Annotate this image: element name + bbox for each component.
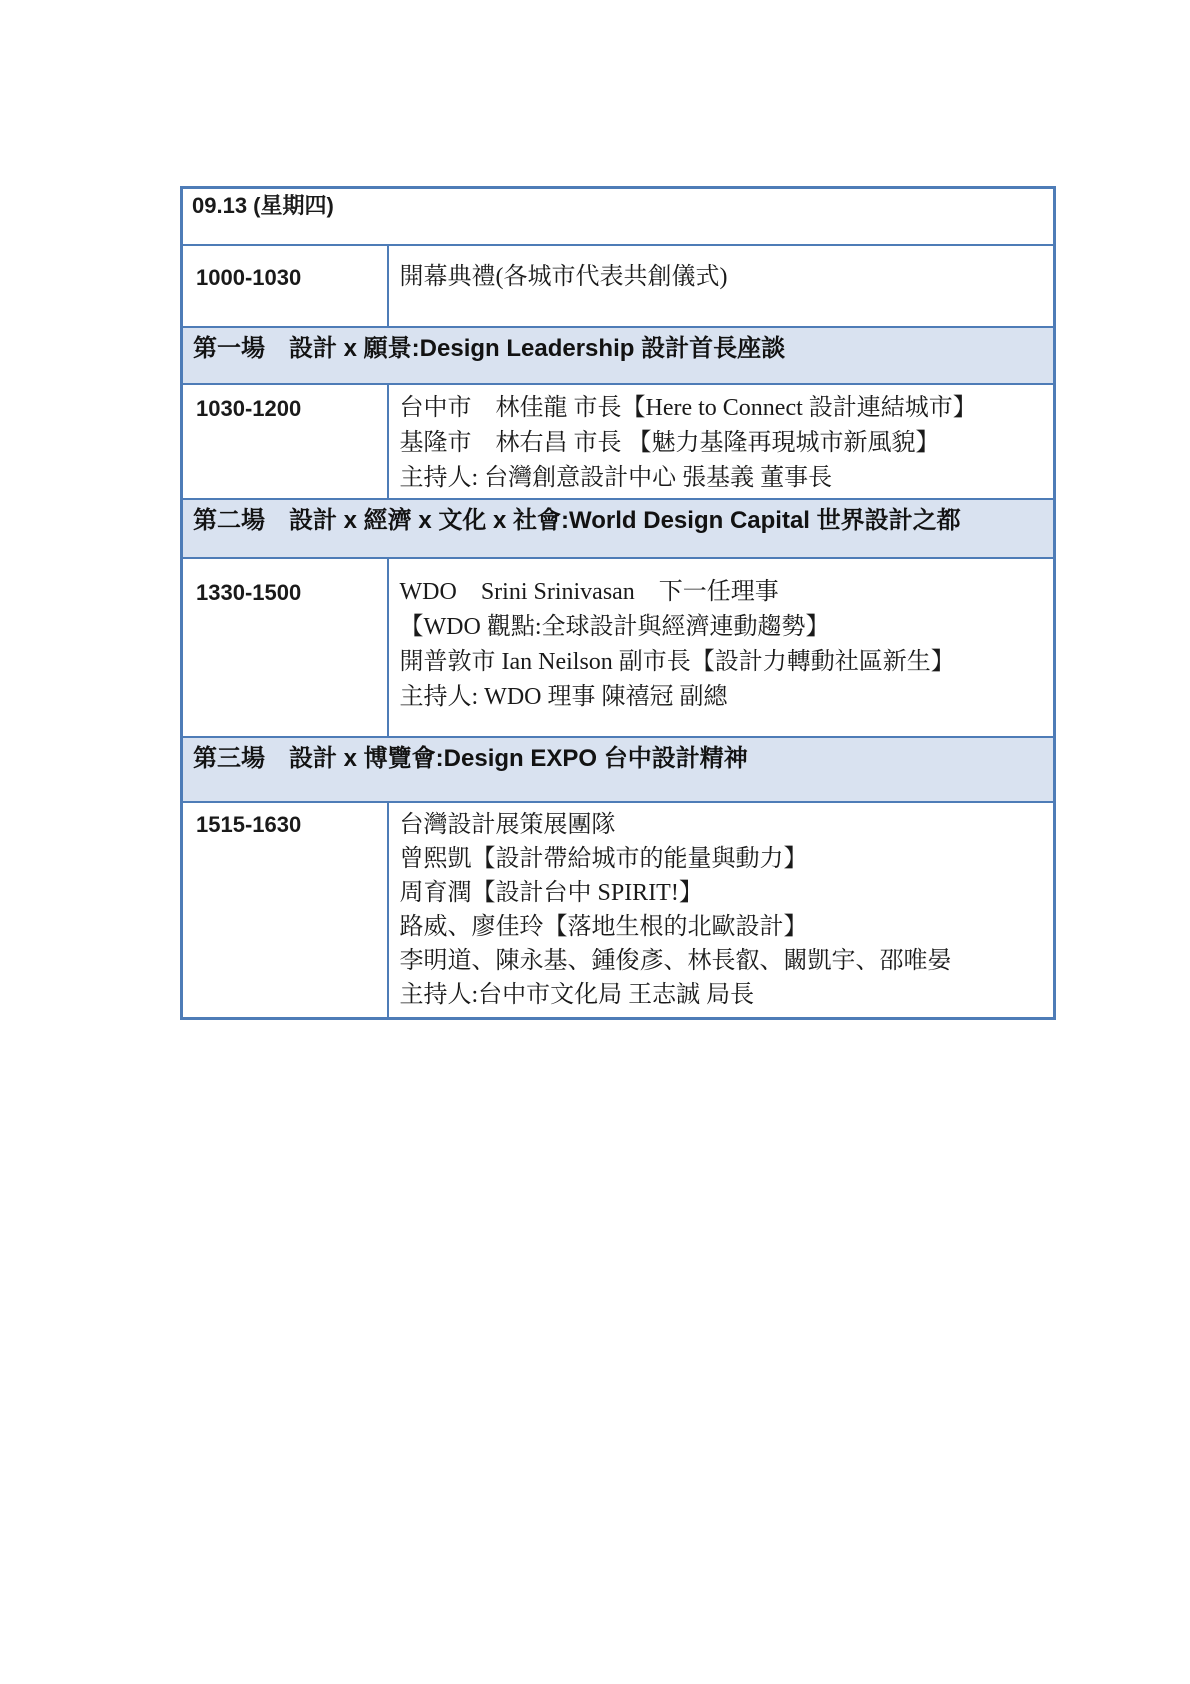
section-header-cell	[182, 737, 1055, 802]
time-label: 1030-1200	[196, 395, 302, 421]
time-label: 1330-1500	[196, 579, 302, 605]
event-line: 主持人: WDO 理事 陳禧冠 副總	[399, 683, 728, 710]
event-line: 基隆市 林右昌 市長 【魅力基隆再現城市新風貌】	[399, 429, 940, 456]
event-line: 【WDO 觀點:全球設計與經濟連動趨勢】	[399, 613, 830, 640]
event-detail-cell	[388, 558, 1055, 737]
time-cell	[182, 245, 388, 327]
section-header-cell	[182, 327, 1055, 384]
section-title: 第一場 設計 x 願景:Design Leadership 設計首長座談	[193, 334, 786, 362]
time-label: 1515-1630	[196, 811, 302, 837]
event-line: 李明道、陳永基、鍾俊彥、林長叡、闞凱宇、邵唯晏	[399, 947, 952, 974]
event-line: 主持人: 台灣創意設計中心 張基義 董事長	[399, 464, 833, 491]
event-detail-cell	[388, 802, 1055, 1019]
event-line: 台灣設計展策展團隊	[399, 811, 616, 838]
event-line: 路威、廖佳玲【落地生根的北歐設計】	[399, 913, 808, 940]
event-line: 開普敦市 Ian Neilson 副市長【設計力轉動社區新生】	[399, 648, 955, 675]
time-label: 1000-1030	[196, 264, 302, 290]
time-cell	[182, 384, 388, 499]
section-header-row	[182, 737, 1055, 802]
event-line: 主持人:台中市文化局 王志誠 局長	[399, 981, 755, 1008]
table-row-date	[182, 188, 1055, 245]
section-title: 第三場 設計 x 博覽會:Design EXPO 台中設計精神	[193, 744, 748, 772]
schedule-table	[180, 186, 1056, 1020]
date-header: 09.13 (星期四)	[192, 193, 334, 218]
event-line: 台中市 林佳龍 市長【Here to Connect 設計連結城市】	[399, 394, 977, 421]
table-row-event	[182, 558, 1055, 737]
section-header-cell	[182, 499, 1055, 558]
event-detail-cell	[388, 245, 1055, 327]
event-detail-cell	[388, 384, 1055, 499]
event-line: 開幕典禮(各城市代表共創儀式)	[399, 263, 728, 290]
event-line: WDO Srini Srinivasan 下一任理事	[399, 578, 779, 605]
date-header-cell	[182, 188, 1055, 245]
section-header-row	[182, 499, 1055, 558]
event-line: 周育潤【設計台中 SPIRIT!】	[399, 879, 703, 906]
table-row-event	[182, 245, 1055, 327]
table-row-event	[182, 802, 1055, 1019]
section-title: 第二場 設計 x 經濟 x 文化 x 社會:World Design Capital 世界設計之都	[193, 506, 961, 534]
table-row-event	[182, 384, 1055, 499]
time-cell	[182, 558, 388, 737]
section-header-row	[182, 327, 1055, 384]
event-line: 曾熙凱【設計帶給城市的能量與動力】	[399, 845, 808, 872]
time-cell	[182, 802, 388, 1019]
